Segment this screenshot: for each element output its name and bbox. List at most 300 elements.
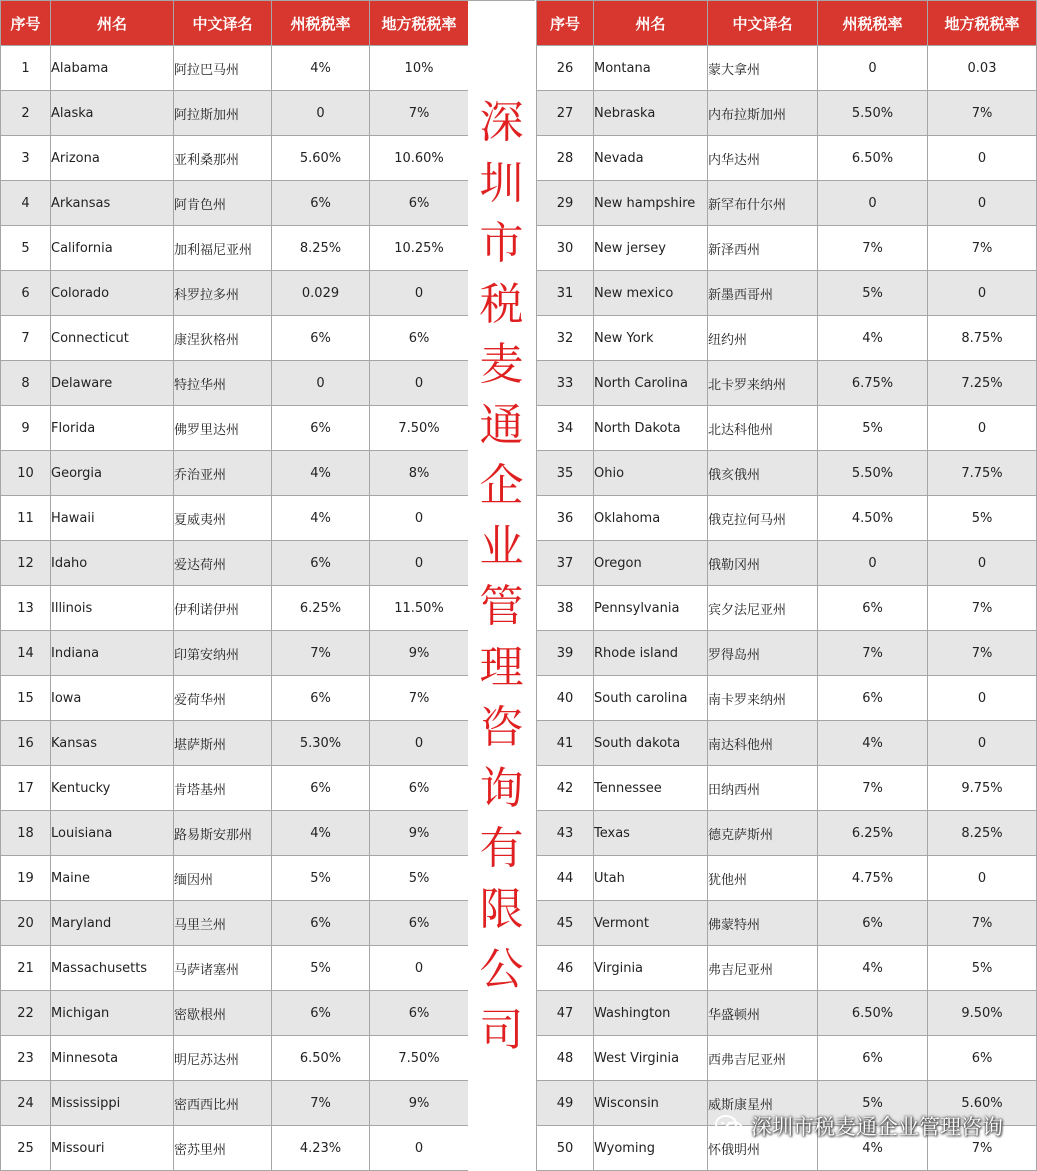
cell-index: 10	[1, 451, 51, 496]
cell-state-name: North Carolina	[594, 361, 708, 406]
cell-local-tax: 11.50%	[370, 586, 469, 631]
cell-index: 24	[1, 1081, 51, 1126]
cell-chinese-name: 南达科他州	[708, 721, 818, 766]
cell-state-name: Utah	[594, 856, 708, 901]
cell-state-name: Missouri	[51, 1126, 174, 1171]
cell-local-tax: 7%	[928, 901, 1037, 946]
cell-index: 30	[537, 226, 594, 271]
cell-index: 27	[537, 91, 594, 136]
cell-local-tax: 5.60%	[928, 1081, 1037, 1126]
header-local-tax: 地方税税率	[928, 1, 1037, 46]
table-row	[537, 901, 1037, 946]
cell-state-name: Alabama	[51, 46, 174, 91]
cell-index: 50	[537, 1126, 594, 1171]
cell-state-tax: 4.50%	[818, 496, 928, 541]
watermark-text: 深圳市税麦通企业管理咨询	[751, 1115, 1003, 1139]
cell-chinese-name: 弗吉尼亚州	[708, 946, 818, 991]
cell-local-tax: 0	[370, 541, 469, 586]
cell-state-tax: 6%	[272, 406, 370, 451]
cell-local-tax: 0	[928, 676, 1037, 721]
cell-chinese-name: 爱达荷州	[174, 541, 272, 586]
cell-state-name: Maryland	[51, 901, 174, 946]
cell-state-tax: 6%	[818, 901, 928, 946]
cell-index: 11	[1, 496, 51, 541]
cell-chinese-name: 内华达州	[708, 136, 818, 181]
cell-state-name: Rhode island	[594, 631, 708, 676]
cell-chinese-name: 佛蒙特州	[708, 901, 818, 946]
table-row	[537, 811, 1037, 856]
header-index: 序号	[1, 1, 51, 46]
cell-local-tax: 9.75%	[928, 766, 1037, 811]
cell-chinese-name: 路易斯安那州	[174, 811, 272, 856]
cell-local-tax: 0	[370, 721, 469, 766]
table-row	[537, 271, 1037, 316]
cell-chinese-name: 北卡罗来纳州	[708, 361, 818, 406]
cell-local-tax: 6%	[370, 766, 469, 811]
table-row	[1, 631, 469, 676]
cell-state-name: Colorado	[51, 271, 174, 316]
cell-state-tax: 6%	[818, 586, 928, 631]
cell-chinese-name: 佛罗里达州	[174, 406, 272, 451]
cell-chinese-name: 夏威夷州	[174, 496, 272, 541]
cell-chinese-name: 华盛顿州	[708, 991, 818, 1036]
cell-state-tax: 4%	[818, 1126, 928, 1171]
cell-state-name: Massachusetts	[51, 946, 174, 991]
cell-index: 16	[1, 721, 51, 766]
cell-state-tax: 7%	[272, 631, 370, 676]
cell-state-name: Georgia	[51, 451, 174, 496]
cell-index: 14	[1, 631, 51, 676]
cell-state-tax: 4%	[272, 46, 370, 91]
cell-state-name: Nebraska	[594, 91, 708, 136]
cell-state-name: South dakota	[594, 721, 708, 766]
cell-local-tax: 5%	[370, 856, 469, 901]
cell-state-name: Alaska	[51, 91, 174, 136]
cell-chinese-name: 俄勒冈州	[708, 541, 818, 586]
table-row	[1, 91, 469, 136]
cell-index: 36	[537, 496, 594, 541]
cell-state-tax: 6.75%	[818, 361, 928, 406]
cell-index: 31	[537, 271, 594, 316]
cell-index: 18	[1, 811, 51, 856]
cell-state-name: New jersey	[594, 226, 708, 271]
cell-index: 22	[1, 991, 51, 1036]
cell-state-name: Maine	[51, 856, 174, 901]
cell-chinese-name: 明尼苏达州	[174, 1036, 272, 1081]
cell-chinese-name: 阿拉斯加州	[174, 91, 272, 136]
cell-state-tax: 6.50%	[818, 991, 928, 1036]
cell-state-tax: 0.029	[272, 271, 370, 316]
cell-index: 42	[537, 766, 594, 811]
cell-index: 6	[1, 271, 51, 316]
table-row	[1, 856, 469, 901]
cell-state-tax: 6%	[272, 901, 370, 946]
cell-local-tax: 9.50%	[928, 991, 1037, 1036]
cell-local-tax: 7%	[370, 676, 469, 721]
cell-index: 43	[537, 811, 594, 856]
cell-index: 21	[1, 946, 51, 991]
cell-index: 40	[537, 676, 594, 721]
cell-index: 7	[1, 316, 51, 361]
cell-state-name: Kansas	[51, 721, 174, 766]
cell-state-tax: 6%	[818, 676, 928, 721]
cell-local-tax: 5%	[928, 946, 1037, 991]
table-row	[537, 136, 1037, 181]
table-row	[537, 316, 1037, 361]
table-row	[537, 946, 1037, 991]
cell-state-name: South carolina	[594, 676, 708, 721]
cell-local-tax: 7%	[928, 91, 1037, 136]
cell-index: 17	[1, 766, 51, 811]
cell-state-tax: 4%	[818, 946, 928, 991]
cell-index: 38	[537, 586, 594, 631]
cell-chinese-name: 印第安纳州	[174, 631, 272, 676]
cell-local-tax: 7.25%	[928, 361, 1037, 406]
cell-index: 8	[1, 361, 51, 406]
table-row	[1, 541, 469, 586]
table-row	[1, 1081, 469, 1126]
cell-state-tax: 4%	[818, 316, 928, 361]
cell-local-tax: 5%	[928, 496, 1037, 541]
cell-state-tax: 6%	[272, 541, 370, 586]
cell-state-name: Michigan	[51, 991, 174, 1036]
cell-local-tax: 7%	[370, 91, 469, 136]
cell-local-tax: 0	[928, 856, 1037, 901]
cell-state-tax: 8.25%	[272, 226, 370, 271]
table-row	[537, 451, 1037, 496]
cell-index: 25	[1, 1126, 51, 1171]
cell-state-name: Oregon	[594, 541, 708, 586]
table-row	[1, 901, 469, 946]
cell-index: 32	[537, 316, 594, 361]
table-row	[537, 226, 1037, 271]
table-row	[1, 721, 469, 766]
cell-index: 5	[1, 226, 51, 271]
cell-index: 49	[537, 1081, 594, 1126]
cell-state-name: Hawaii	[51, 496, 174, 541]
cell-index: 35	[537, 451, 594, 496]
cell-chinese-name: 伊利诺伊州	[174, 586, 272, 631]
table-row	[1, 676, 469, 721]
cell-local-tax: 6%	[370, 991, 469, 1036]
cell-state-tax: 7%	[818, 631, 928, 676]
cell-chinese-name: 蒙大拿州	[708, 46, 818, 91]
header-local-tax: 地方税税率	[370, 1, 469, 46]
cell-state-tax: 6.25%	[272, 586, 370, 631]
cell-local-tax: 0	[928, 541, 1037, 586]
cell-state-tax: 7%	[272, 1081, 370, 1126]
table-row	[1, 46, 469, 91]
cell-index: 26	[537, 46, 594, 91]
cell-state-tax: 6%	[272, 991, 370, 1036]
table-row	[537, 91, 1037, 136]
cell-state-tax: 6%	[272, 676, 370, 721]
cell-state-name: Montana	[594, 46, 708, 91]
cell-state-name: Mississippi	[51, 1081, 174, 1126]
cell-state-name: Wisconsin	[594, 1081, 708, 1126]
cell-local-tax: 6%	[370, 901, 469, 946]
table-row	[537, 991, 1037, 1036]
table-row	[1, 766, 469, 811]
cell-chinese-name: 阿肯色州	[174, 181, 272, 226]
header-index: 序号	[537, 1, 594, 46]
cell-local-tax: 0.03	[928, 46, 1037, 91]
table-row	[537, 1036, 1037, 1081]
cell-chinese-name: 内布拉斯加州	[708, 91, 818, 136]
cell-chinese-name: 康涅狄格州	[174, 316, 272, 361]
cell-local-tax: 0	[928, 406, 1037, 451]
cell-chinese-name: 马里兰州	[174, 901, 272, 946]
cell-state-tax: 4.75%	[818, 856, 928, 901]
cell-local-tax: 8%	[370, 451, 469, 496]
cell-local-tax: 7%	[928, 226, 1037, 271]
cell-chinese-name: 纽约州	[708, 316, 818, 361]
cell-index: 20	[1, 901, 51, 946]
cell-state-name: Vermont	[594, 901, 708, 946]
cell-local-tax: 10%	[370, 46, 469, 91]
cell-state-tax: 0	[818, 541, 928, 586]
cell-index: 13	[1, 586, 51, 631]
cell-state-name: New hampshire	[594, 181, 708, 226]
cell-index: 4	[1, 181, 51, 226]
cell-chinese-name: 宾夕法尼亚州	[708, 586, 818, 631]
table-row	[1, 316, 469, 361]
cell-state-name: Arizona	[51, 136, 174, 181]
cell-index: 48	[537, 1036, 594, 1081]
cell-chinese-name: 怀俄明州	[708, 1126, 818, 1171]
cell-index: 2	[1, 91, 51, 136]
cell-chinese-name: 密西西比州	[174, 1081, 272, 1126]
table-row	[1, 181, 469, 226]
cell-state-tax: 6%	[272, 316, 370, 361]
table-row	[1, 451, 469, 496]
watermark	[715, 1111, 1003, 1141]
table-row	[1, 271, 469, 316]
cell-index: 34	[537, 406, 594, 451]
cell-state-tax: 7%	[818, 226, 928, 271]
cell-chinese-name: 北达科他州	[708, 406, 818, 451]
cell-local-tax: 0	[370, 946, 469, 991]
table-row	[1, 1036, 469, 1081]
cell-local-tax: 0	[370, 271, 469, 316]
cell-chinese-name: 科罗拉多州	[174, 271, 272, 316]
cell-chinese-name: 马萨诸塞州	[174, 946, 272, 991]
cell-state-name: Wyoming	[594, 1126, 708, 1171]
cell-chinese-name: 密苏里州	[174, 1126, 272, 1171]
cell-index: 46	[537, 946, 594, 991]
table-row	[537, 586, 1037, 631]
cell-local-tax: 8.75%	[928, 316, 1037, 361]
cell-state-name: Pennsylvania	[594, 586, 708, 631]
cell-chinese-name: 西弗吉尼亚州	[708, 1036, 818, 1081]
tax-table-right	[536, 0, 1037, 1171]
cell-local-tax: 0	[370, 1126, 469, 1171]
cell-chinese-name: 新泽西州	[708, 226, 818, 271]
cell-state-name: West Virginia	[594, 1036, 708, 1081]
cell-state-name: Delaware	[51, 361, 174, 406]
company-name: 深圳市税麦通企业管理咨询有限公司	[479, 97, 524, 1056]
table-row	[1, 811, 469, 856]
header-chinese-name: 中文译名	[708, 1, 818, 46]
cell-state-tax: 5%	[818, 271, 928, 316]
cell-state-name: Texas	[594, 811, 708, 856]
cell-index: 37	[537, 541, 594, 586]
cell-state-name: Connecticut	[51, 316, 174, 361]
cell-index: 39	[537, 631, 594, 676]
header-state-tax: 州税税率	[818, 1, 928, 46]
cell-chinese-name: 密歇根州	[174, 991, 272, 1036]
cell-state-name: Kentucky	[51, 766, 174, 811]
cell-state-name: Iowa	[51, 676, 174, 721]
cell-state-name: Washington	[594, 991, 708, 1036]
cell-state-tax: 5.60%	[272, 136, 370, 181]
table-row	[537, 496, 1037, 541]
cell-local-tax: 0	[370, 496, 469, 541]
cell-local-tax: 6%	[370, 316, 469, 361]
cell-chinese-name: 犹他州	[708, 856, 818, 901]
header-row	[537, 1, 1037, 46]
cell-chinese-name: 缅因州	[174, 856, 272, 901]
header-state-tax: 州税税率	[272, 1, 370, 46]
cell-index: 23	[1, 1036, 51, 1081]
table-row	[1, 136, 469, 181]
cell-local-tax: 7%	[928, 586, 1037, 631]
cell-chinese-name: 俄亥俄州	[708, 451, 818, 496]
cell-local-tax: 6%	[928, 1036, 1037, 1081]
cell-local-tax: 0	[928, 271, 1037, 316]
table-row	[1, 586, 469, 631]
cell-local-tax: 10.25%	[370, 226, 469, 271]
cell-index: 28	[537, 136, 594, 181]
cell-state-name: Oklahoma	[594, 496, 708, 541]
cell-state-tax: 4%	[818, 721, 928, 766]
cell-state-name: Ohio	[594, 451, 708, 496]
cell-index: 44	[537, 856, 594, 901]
cell-local-tax: 9%	[370, 631, 469, 676]
cell-index: 41	[537, 721, 594, 766]
cell-state-name: New York	[594, 316, 708, 361]
cell-index: 1	[1, 46, 51, 91]
cell-state-name: Minnesota	[51, 1036, 174, 1081]
cell-state-tax: 5.30%	[272, 721, 370, 766]
table-row	[1, 991, 469, 1036]
cell-local-tax: 0	[928, 136, 1037, 181]
cell-state-tax: 5%	[272, 946, 370, 991]
cell-state-tax: 6.50%	[818, 136, 928, 181]
cell-state-tax: 0	[818, 46, 928, 91]
cell-local-tax: 8.25%	[928, 811, 1037, 856]
cell-state-name: Arkansas	[51, 181, 174, 226]
cell-index: 9	[1, 406, 51, 451]
cell-chinese-name: 肯塔基州	[174, 766, 272, 811]
cell-state-tax: 7%	[818, 766, 928, 811]
cell-index: 45	[537, 901, 594, 946]
cell-state-tax: 6%	[272, 766, 370, 811]
cell-chinese-name: 新罕布什尔州	[708, 181, 818, 226]
cell-chinese-name: 俄克拉何马州	[708, 496, 818, 541]
cell-index: 29	[537, 181, 594, 226]
cell-state-tax: 4%	[272, 451, 370, 496]
table-row	[537, 721, 1037, 766]
table-row	[537, 541, 1037, 586]
header-row	[1, 1, 469, 46]
company-banner	[468, 0, 535, 1171]
cell-index: 47	[537, 991, 594, 1036]
tax-table-left	[0, 0, 469, 1171]
cell-state-tax: 6.50%	[272, 1036, 370, 1081]
cell-chinese-name: 特拉华州	[174, 361, 272, 406]
cell-chinese-name: 乔治亚州	[174, 451, 272, 496]
cell-state-tax: 4%	[272, 811, 370, 856]
cell-state-name: California	[51, 226, 174, 271]
wechat-icon	[715, 1115, 743, 1137]
cell-chinese-name: 新墨西哥州	[708, 271, 818, 316]
cell-local-tax: 6%	[370, 181, 469, 226]
table-row	[1, 406, 469, 451]
cell-local-tax: 7.50%	[370, 406, 469, 451]
table-row	[537, 856, 1037, 901]
table-row	[537, 766, 1037, 811]
cell-index: 12	[1, 541, 51, 586]
cell-chinese-name: 亚利桑那州	[174, 136, 272, 181]
cell-index: 19	[1, 856, 51, 901]
cell-state-tax: 6.25%	[818, 811, 928, 856]
cell-state-tax: 6%	[818, 1036, 928, 1081]
cell-chinese-name: 德克萨斯州	[708, 811, 818, 856]
cell-state-tax: 0	[272, 91, 370, 136]
cell-state-name: Florida	[51, 406, 174, 451]
table-row	[537, 181, 1037, 226]
cell-local-tax: 0	[928, 721, 1037, 766]
cell-state-name: Illinois	[51, 586, 174, 631]
cell-state-tax: 6%	[272, 181, 370, 226]
table-row	[1, 1126, 469, 1171]
cell-state-tax: 5%	[818, 406, 928, 451]
table-row	[537, 46, 1037, 91]
cell-state-name: New mexico	[594, 271, 708, 316]
cell-state-name: Indiana	[51, 631, 174, 676]
cell-local-tax: 7%	[928, 631, 1037, 676]
table-row	[537, 631, 1037, 676]
cell-state-name: Nevada	[594, 136, 708, 181]
cell-chinese-name: 阿拉巴马州	[174, 46, 272, 91]
cell-index: 15	[1, 676, 51, 721]
cell-state-name: North Dakota	[594, 406, 708, 451]
cell-local-tax: 7%	[928, 1126, 1037, 1171]
cell-state-tax: 4.23%	[272, 1126, 370, 1171]
cell-local-tax: 10.60%	[370, 136, 469, 181]
cell-chinese-name: 威斯康星州	[708, 1081, 818, 1126]
header-chinese-name: 中文译名	[174, 1, 272, 46]
cell-state-name: Louisiana	[51, 811, 174, 856]
cell-state-tax: 0	[272, 361, 370, 406]
cell-local-tax: 0	[928, 181, 1037, 226]
header-state: 州名	[51, 1, 174, 46]
table-row	[1, 361, 469, 406]
cell-state-name: Idaho	[51, 541, 174, 586]
table-row	[537, 406, 1037, 451]
cell-index: 33	[537, 361, 594, 406]
cell-state-name: Virginia	[594, 946, 708, 991]
table-row	[1, 496, 469, 541]
cell-local-tax: 7.50%	[370, 1036, 469, 1081]
cell-state-tax: 5%	[818, 1081, 928, 1126]
cell-chinese-name: 爱荷华州	[174, 676, 272, 721]
cell-index: 3	[1, 136, 51, 181]
cell-state-name: Tennessee	[594, 766, 708, 811]
cell-state-tax: 5%	[272, 856, 370, 901]
cell-local-tax: 7.75%	[928, 451, 1037, 496]
